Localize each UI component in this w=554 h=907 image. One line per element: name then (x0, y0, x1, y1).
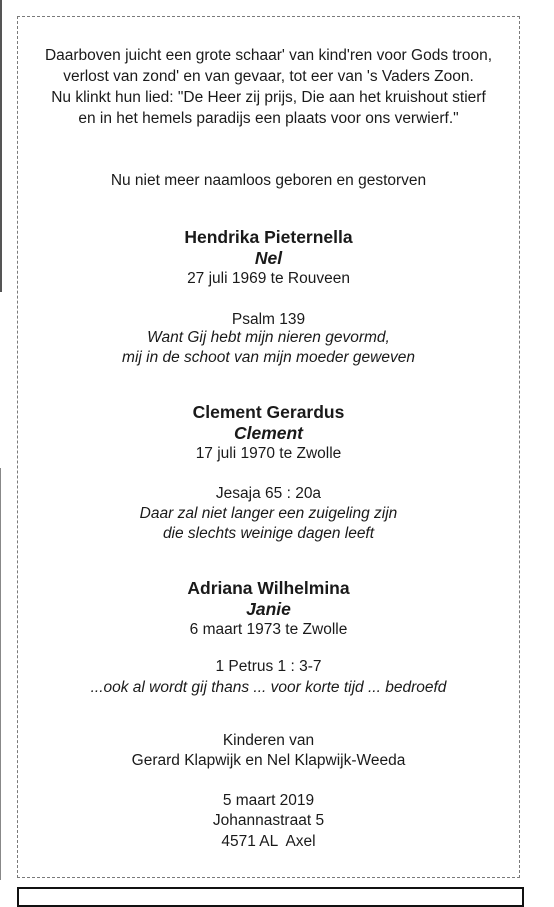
address-city: 4571 AL Axel (221, 833, 316, 850)
scripture-reference: Psalm 139 (231, 311, 306, 328)
child-birth: 6 maart 1973 te Zwolle (189, 621, 348, 638)
verse-line: verlost van zond' en van gevaar, tot eer van 's Vaders Zoon. (63, 68, 474, 85)
left-border-rule (0, 468, 1, 880)
scripture-reference: 1 Petrus 1 : 3-7 (215, 658, 322, 675)
child-nickname: Janie (246, 599, 291, 619)
scripture-quote: die slechts weinige dagen leeft (162, 525, 375, 542)
scripture-quote: ...ook al wordt gij thans ... voor korte tijd ... bedroefd (90, 679, 447, 696)
intro-line: Nu niet meer naamloos geboren en gestorven (110, 172, 427, 189)
next-notice-frame (17, 887, 524, 907)
address-street: Johannastraat 5 (212, 812, 325, 829)
child-full-name: Hendrika Pieternella (184, 227, 353, 247)
scripture-quote: Want Gij hebt mijn nieren gevormd, (147, 329, 390, 346)
child-birth: 27 juli 1969 te Rouveen (187, 270, 350, 287)
parents-names: Gerard Klapwijk en Nel Klapwijk-Weeda (131, 752, 406, 769)
scripture-quote: Daar zal niet langer een zuigeling zijn (139, 505, 398, 522)
notice-date: 5 maart 2019 (222, 792, 315, 809)
child-nickname: Clement (233, 423, 304, 443)
scripture-quote: mij in de schoot van mijn moeder geweven (122, 349, 415, 366)
closing-line: Kinderen van (222, 732, 315, 749)
left-border-rule (0, 0, 2, 292)
verse-line: en in het hemels paradijs een plaats voor ons verwierf." (78, 110, 459, 127)
child-full-name: Clement Gerardus (192, 402, 345, 422)
child-birth: 17 juli 1970 te Zwolle (195, 445, 342, 462)
verse-line: Daarboven juicht een grote schaar' van kind'ren voor Gods troon, (44, 47, 493, 64)
child-full-name: Adriana Wilhelmina (187, 578, 350, 598)
child-nickname: Nel (254, 248, 283, 268)
verse-line: Nu klinkt hun lied: "De Heer zij prijs, Die aan het kruishout stierf (51, 89, 486, 106)
scripture-reference: Jesaja 65 : 20a (215, 485, 322, 502)
